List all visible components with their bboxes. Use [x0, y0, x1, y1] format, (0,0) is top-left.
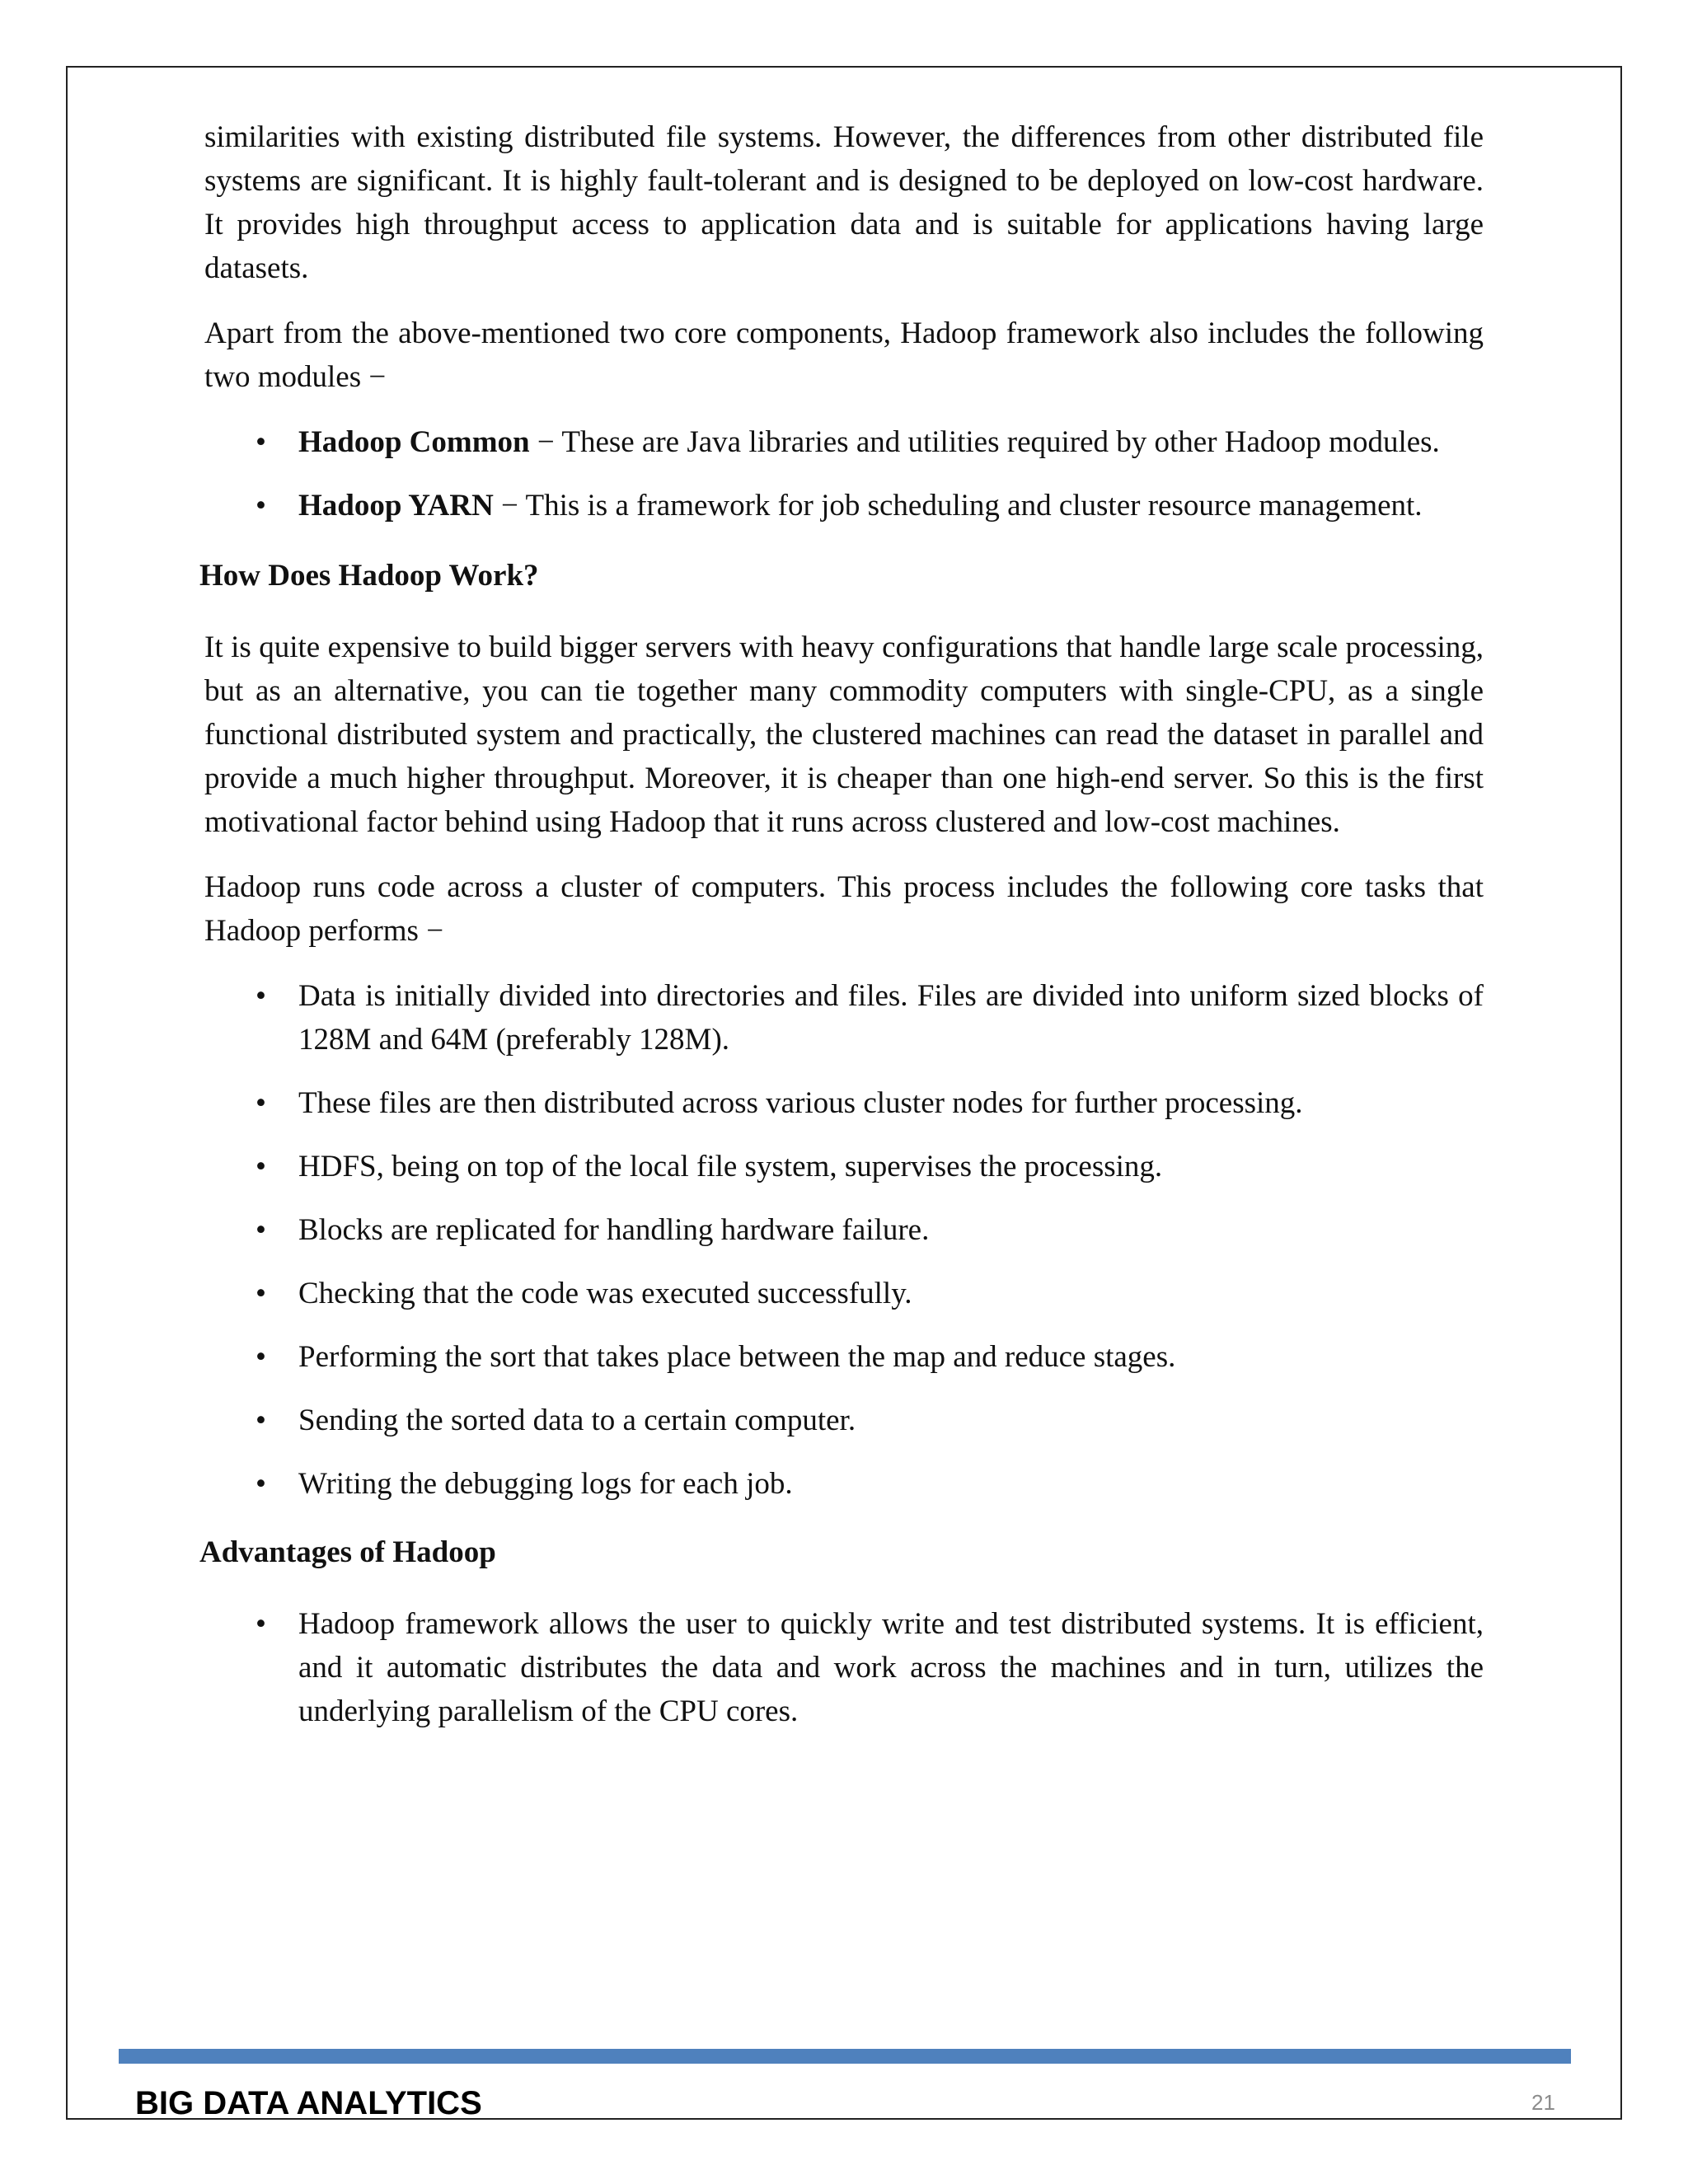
- core-tasks-list: [204, 974, 1484, 1506]
- list-item: [204, 1335, 1484, 1379]
- list-item: [204, 1145, 1484, 1188]
- bullet-icon: •: [256, 1404, 266, 1437]
- bullet-icon: •: [256, 1277, 266, 1310]
- bullet-icon: •: [256, 1086, 266, 1120]
- bullet-icon: •: [256, 425, 266, 459]
- module-description: − These are Java libraries and utilities required by other Hadoop modules.: [529, 425, 1440, 459]
- bullet-icon: •: [256, 1607, 266, 1641]
- list-item: [204, 1272, 1484, 1315]
- how-paragraph-1: It is quite expensive to build bigger servers with heavy configurations that handle large scale processing, but as an alternative, you can tie together many commodity computers with single-CPU, as a single functional distributed system and practically, the clustered machines can read the dataset in parallel and provide a much higher throughput. Moreover, it is cheaper than one high-end server. So this is the first motivational factor behind using Hadoop that it runs across clustered and low-cost machines.: [204, 630, 1484, 839]
- advantages-list: [204, 1602, 1484, 1733]
- task-text: Performing the sort that takes place between the map and reduce stages.: [298, 1340, 1176, 1374]
- list-item: [204, 1399, 1484, 1442]
- list-item: [204, 1462, 1484, 1506]
- footer-rule: [119, 2049, 1571, 2064]
- bullet-icon: •: [256, 979, 266, 1013]
- list-item: [204, 1081, 1484, 1125]
- bullet-icon: •: [256, 1213, 266, 1247]
- module-term: Hadoop Common: [298, 425, 530, 459]
- advantage-text: Hadoop framework allows the user to quickly write and test distributed systems. It is efficient, and it automatic distributes the data and work across the machines and in turn, utilizes the underlying parallelism of the CPU cores.: [298, 1607, 1484, 1728]
- task-text: Writing the debugging logs for each job.: [298, 1467, 793, 1501]
- list-item: [204, 974, 1484, 1062]
- list-item: [204, 1602, 1484, 1733]
- modules-list: [204, 420, 1484, 527]
- bullet-icon: •: [256, 489, 266, 523]
- task-text: Checking that the code was executed successfully.: [298, 1277, 912, 1310]
- list-item: [204, 484, 1484, 527]
- how-paragraph-2: Hadoop runs code across a cluster of computers. This process includes the following core tasks that Hadoop performs −: [204, 870, 1484, 948]
- module-term: Hadoop YARN: [298, 489, 494, 523]
- intro-paragraph-1: similarities with existing distributed file systems. However, the differences from other distributed file systems are significant. It is highly fault-tolerant and is designed to be deployed on low-cost hardware. It provides high throughput access to application data and is suitable for applications having large datasets.: [204, 120, 1484, 285]
- task-text: These files are then distributed across various cluster nodes for further processing.: [298, 1086, 1303, 1120]
- bullet-icon: •: [256, 1150, 266, 1183]
- bullet-icon: •: [256, 1340, 266, 1374]
- intro-paragraph-2: Apart from the above-mentioned two core components, Hadoop framework also includes the following two modules −: [204, 316, 1484, 394]
- task-text: Sending the sorted data to a certain computer.: [298, 1404, 856, 1437]
- list-item: [204, 420, 1484, 464]
- document-body: [199, 115, 1484, 1753]
- list-item: [204, 1208, 1484, 1252]
- section-heading-how-hadoop-works: How Does Hadoop Work?: [199, 559, 539, 593]
- task-text: Blocks are replicated for handling hardware failure.: [298, 1213, 930, 1247]
- module-description: − This is a framework for job scheduling and cluster resource management.: [493, 489, 1423, 523]
- page-number: 21: [1531, 2090, 1555, 2115]
- task-text: HDFS, being on top of the local file system, supervises the processing.: [298, 1150, 1163, 1183]
- footer-title: BIG DATA ANALYTICS: [135, 2085, 482, 2121]
- section-heading-advantages: Advantages of Hadoop: [199, 1535, 496, 1569]
- task-text: Data is initially divided into directories and files. Files are divided into uniform sized blocks of 128M and 64M (preferably 128M).: [298, 979, 1484, 1057]
- bullet-icon: •: [256, 1467, 266, 1501]
